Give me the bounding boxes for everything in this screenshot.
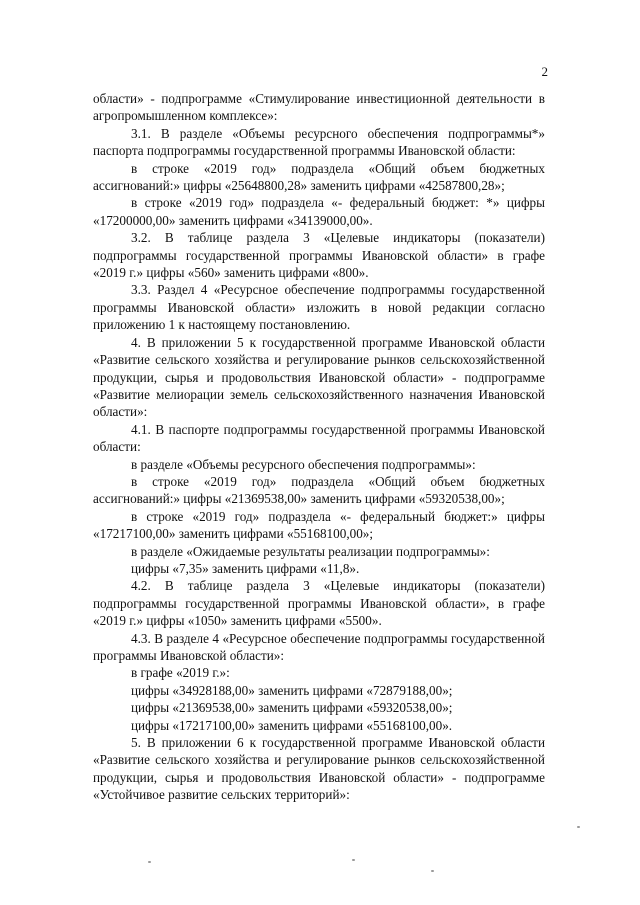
paragraph-4: 4. В приложении 5 к государственной программе Ивановской области «Развитие сельского хозяйства и регулирование рынков сельскохозяйственной продукции, сырья и продовольствия Ивановской области» - подпрограмме «Развитие мелиорации земель сельскохозяйственного назначения Ивановской области»: — [93, 334, 545, 420]
paragraph-4-3: 4.3. В разделе 4 «Ресурсное обеспечение подпрограммы государственной программы Ивановской области»: — [93, 630, 545, 663]
paragraph-4-1-digits: цифры «7,35» заменить цифрами «11,8». — [131, 560, 360, 576]
paragraph-3-1-federal: в строке «2019 год» подраздела «- федеральный бюджет: *» цифры «17200000,00» заменить цифрами «34139000,00». — [93, 195, 545, 228]
paragraph-4-3-digits-3: цифры «17217100,00» заменить цифрами «55168100,00». — [131, 717, 453, 733]
scan-speck — [352, 859, 355, 861]
scan-speck — [431, 870, 434, 872]
paragraph-4-3-digits-2: цифры «21369538,00» заменить цифрами «59320538,00»; — [131, 700, 453, 716]
paragraph-5: 5. В приложении 6 к государственной программе Ивановской области «Развитие сельского хозяйства и регулирование рынков сельскохозяйственной продукции, сырья и продовольствия Ивановской области» - подпрограмме «Устойчивое развитие сельских территорий»: — [93, 735, 545, 803]
paragraph-3-1-budget-total: в строке «2019 год» подраздела «Общий объем бюджетных ассигнований:» цифры «25648800,28» заменить цифрами «42587800,28»; — [93, 160, 545, 194]
paragraph-3-3: 3.3. Раздел 4 «Ресурсное обеспечение подпрограммы государственной программы Ивановской области» изложить в новой редакции согласно приложению 1 к настоящему постановлению. — [93, 282, 545, 333]
paragraph-3-1: 3.1. В разделе «Объемы ресурсного обеспечения подпрограммы*» паспорта подпрограммы государственной программы Ивановской области: — [93, 125, 545, 159]
paragraph-3-2: 3.2. В таблице раздела 3 «Целевые индикаторы (показатели) подпрограммы государственной программы Ивановской области» в графе «2019 г.» цифры «560» заменить цифрами «800». — [93, 230, 545, 281]
paragraph-4-1-budget-total: в строке «2019 год» подраздела «Общий объем бюджетных ассигнований:» цифры «21369538,00» заменить цифрами «59320538,00»; — [93, 473, 545, 507]
paragraph-4-1: 4.1. В паспорте подпрограммы государственной программы Ивановской области: — [93, 421, 545, 455]
paragraph-4-2: 4.2. В таблице раздела 3 «Целевые индикаторы (показатели) подпрограммы государственной программы Ивановской области», в графе «2019 г.» цифры «1050» заменить цифрами «5500». — [93, 578, 545, 629]
paragraph-4-1-section: в разделе «Объемы ресурсного обеспечения подпрограммы»: — [131, 456, 476, 472]
paragraph-4-3-digits-1: цифры «34928188,00» заменить цифрами «72879188,00»; — [131, 682, 453, 698]
paragraph-4-1-federal: в строке «2019 год» подраздела «- федеральный бюджет:» цифры «17217100,00» заменить цифрами «55168100,00»; — [93, 508, 545, 542]
scan-speck — [577, 826, 580, 828]
paragraph-4-3-column: в графе «2019 г.»: — [131, 665, 230, 681]
paragraph-intro: области» - подпрограмме «Стимулирование инвестиционной деятельности в агропромышленном комплексе»: — [93, 91, 545, 124]
page-number: 2 — [541, 64, 548, 79]
paragraph-4-1-results: в разделе «Ожидаемые результаты реализации подпрограммы»: — [131, 543, 490, 559]
scan-speck — [148, 861, 151, 863]
document-body — [93, 90, 545, 804]
